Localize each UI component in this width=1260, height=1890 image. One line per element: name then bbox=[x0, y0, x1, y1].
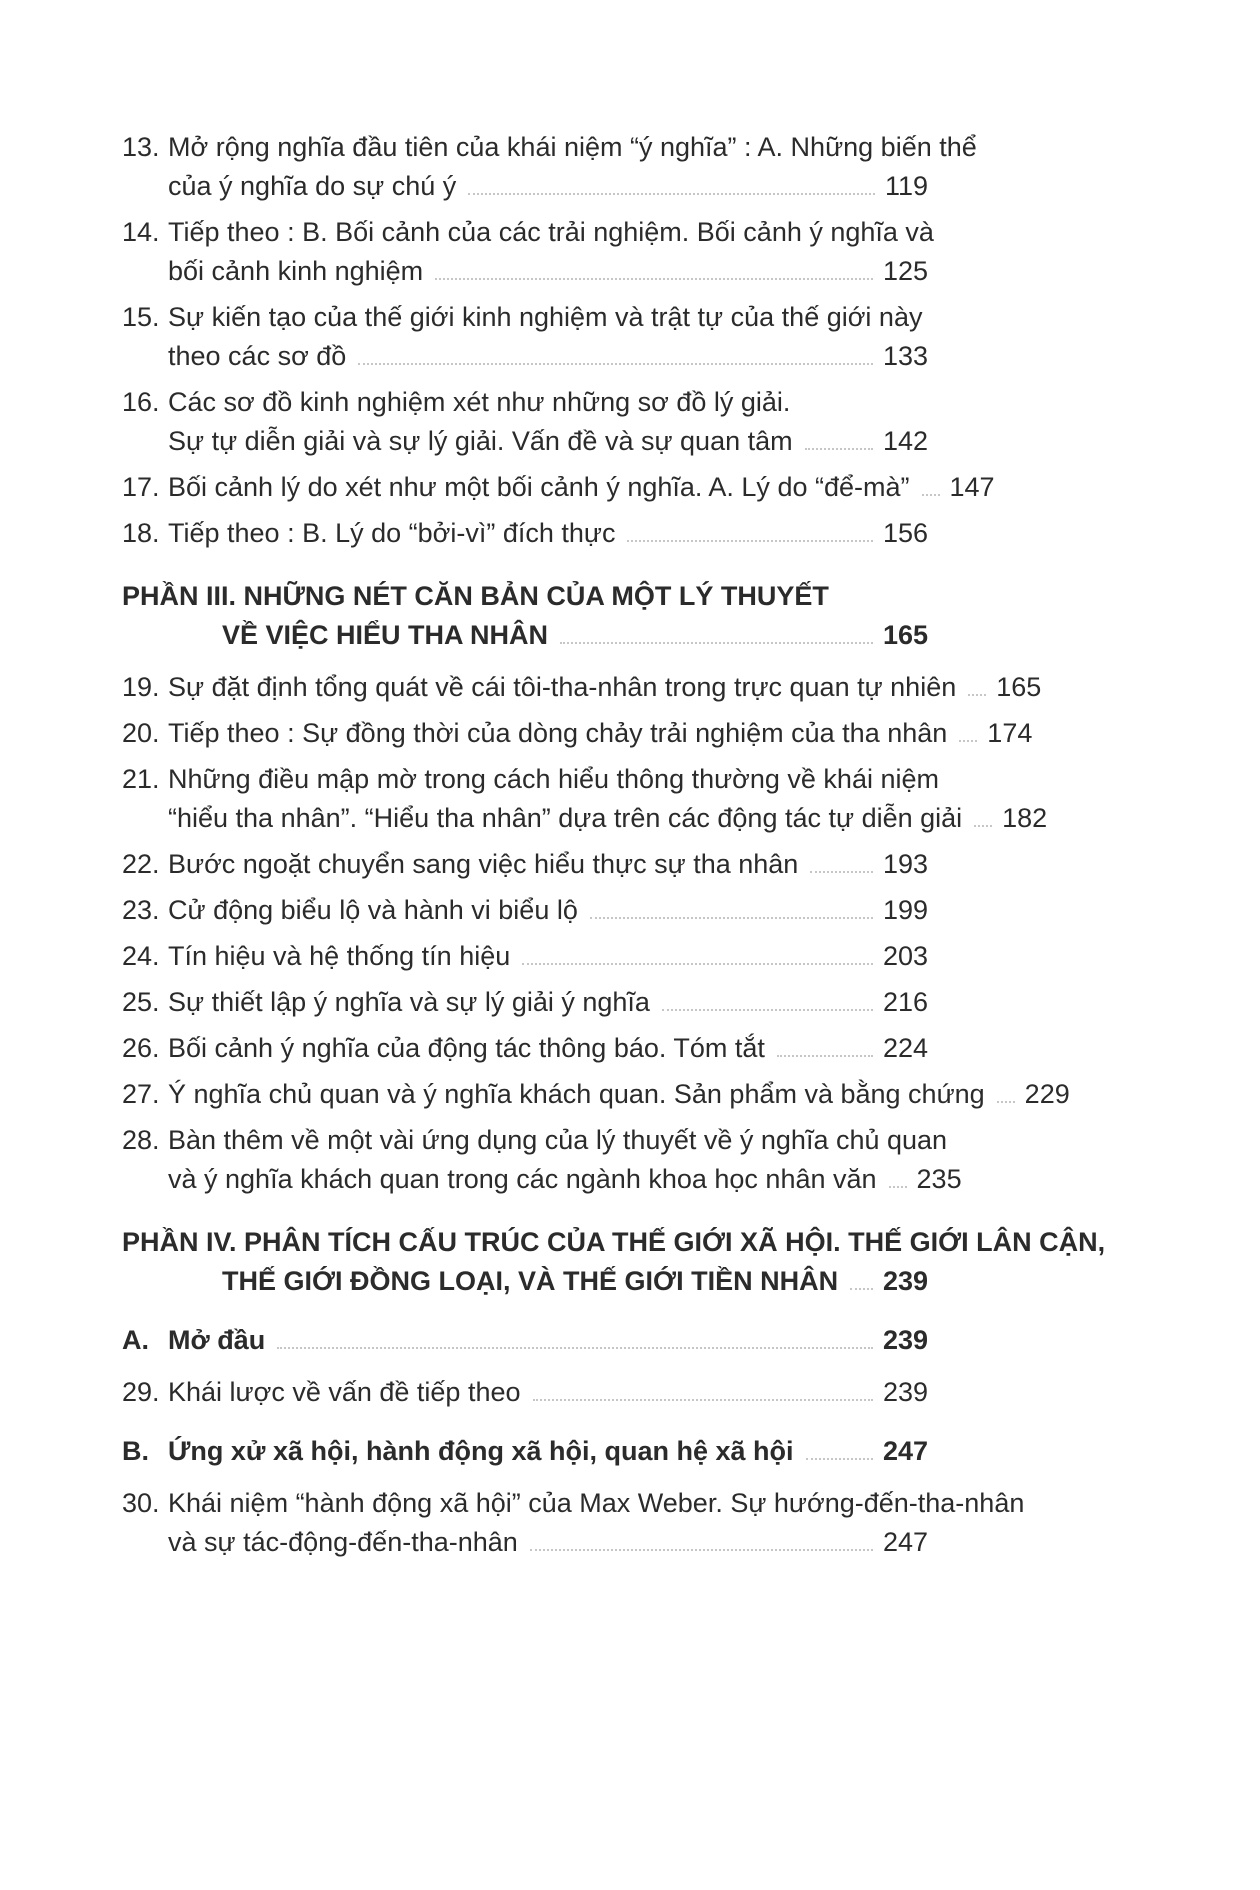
entry-lines bbox=[168, 1373, 928, 1412]
entry-lines bbox=[168, 128, 977, 206]
page-number: 119 bbox=[884, 171, 928, 201]
entry-lines bbox=[168, 383, 928, 461]
entry-number: 25. bbox=[122, 987, 160, 1017]
entry-text: Cử động biểu lộ và hành vi biểu lộ bbox=[168, 895, 578, 925]
entry-line bbox=[168, 298, 928, 337]
page-number: 165 bbox=[882, 620, 928, 650]
page-number: 142 bbox=[882, 426, 928, 456]
entry-lines bbox=[168, 1484, 1025, 1562]
dot-leader bbox=[468, 172, 875, 195]
entry-line bbox=[168, 799, 1048, 838]
entry-lines bbox=[168, 514, 928, 553]
page-number: 174 bbox=[987, 718, 1033, 748]
entry-line bbox=[168, 167, 928, 206]
toc-entry bbox=[122, 983, 928, 1022]
entry-line bbox=[168, 337, 928, 376]
entry-text: Ý nghĩa chủ quan và ý nghĩa khách quan. Sản phẩm và bằng chứng bbox=[168, 1079, 985, 1109]
dot-leader bbox=[358, 342, 873, 365]
entry-line bbox=[168, 1160, 962, 1199]
entry-line bbox=[168, 213, 934, 252]
entry-lines bbox=[168, 937, 928, 976]
entry-line bbox=[168, 128, 977, 167]
toc-entry bbox=[122, 1432, 928, 1471]
entry-text: Khái niệm “hành động xã hội” của Max Weber. Sự hướng-đến-tha-nhân bbox=[168, 1488, 1025, 1518]
entry-number: 19. bbox=[122, 672, 160, 702]
dot-leader bbox=[533, 1378, 873, 1401]
entry-line bbox=[168, 422, 928, 461]
dot-leader bbox=[590, 896, 873, 919]
entry-number: 27. bbox=[122, 1079, 160, 1109]
toc-entry bbox=[122, 1373, 928, 1412]
dot-leader bbox=[805, 427, 873, 450]
entry-number: 23. bbox=[122, 895, 160, 925]
entry-line bbox=[168, 845, 928, 884]
toc-entry bbox=[122, 891, 928, 930]
dot-leader bbox=[997, 1080, 1015, 1103]
dot-leader bbox=[959, 719, 977, 742]
toc-entry bbox=[122, 845, 928, 884]
entry-line bbox=[168, 1075, 1070, 1114]
entry-text: Ứng xử xã hội, hành động xã hội, quan hệ xã hội bbox=[168, 1436, 794, 1466]
toc-entry bbox=[122, 668, 1042, 707]
entry-text: bối cảnh kinh nghiệm bbox=[168, 256, 424, 286]
entry-line bbox=[168, 1432, 928, 1471]
toc-entry bbox=[122, 937, 928, 976]
entry-text: Sự tự diễn giải và sự lý giải. Vấn đề và sự quan tâm bbox=[168, 426, 793, 456]
entry-line bbox=[168, 514, 928, 553]
entry-text: Mở đầu bbox=[168, 1325, 266, 1355]
entry-lines bbox=[168, 714, 1033, 753]
dot-leader bbox=[968, 673, 986, 696]
entry-text: Sự đặt định tổng quát về cái tôi-tha-nhân trong trực quan tự nhiên bbox=[168, 672, 957, 702]
entry-line bbox=[168, 1523, 928, 1562]
entry-line bbox=[122, 616, 928, 655]
entry-number: 21. bbox=[122, 764, 160, 794]
entry-number: 14. bbox=[122, 217, 160, 247]
entry-text: VỀ VIỆC HIỂU THA NHÂN bbox=[222, 620, 549, 650]
entry-number: 28. bbox=[122, 1125, 160, 1155]
entry-number: 24. bbox=[122, 941, 160, 971]
entry-line bbox=[168, 891, 928, 930]
dot-leader bbox=[530, 1528, 873, 1551]
entry-text: theo các sơ đồ bbox=[168, 341, 347, 371]
toc-entry bbox=[122, 383, 928, 461]
entry-line bbox=[168, 937, 928, 976]
page-number: 182 bbox=[1002, 803, 1048, 833]
entry-lines bbox=[168, 1432, 928, 1471]
page-number: 193 bbox=[882, 849, 928, 879]
table-of-contents bbox=[122, 128, 1106, 1562]
entry-text: Tiếp theo : B. Bối cảnh của các trải nghiệm. Bối cảnh ý nghĩa và bbox=[168, 217, 934, 247]
toc-entry bbox=[122, 577, 928, 655]
entry-lines bbox=[168, 668, 1042, 707]
page-number: 147 bbox=[949, 472, 995, 502]
entry-lines bbox=[168, 468, 995, 507]
toc-entry bbox=[122, 468, 995, 507]
toc-entry bbox=[122, 298, 928, 376]
page-number: 125 bbox=[882, 256, 928, 286]
entry-line bbox=[122, 1223, 1106, 1262]
entry-text: Mở rộng nghĩa đầu tiên của khái niệm “ý nghĩa” : A. Những biến thể bbox=[168, 132, 977, 162]
dot-leader bbox=[627, 519, 872, 542]
entry-text: Tín hiệu và hệ thống tín hiệu bbox=[168, 941, 511, 971]
entry-text: và ý nghĩa khách quan trong các ngành khoa học nhân văn bbox=[168, 1164, 877, 1194]
page-number: 247 bbox=[882, 1436, 928, 1466]
entry-lines bbox=[168, 1075, 1070, 1114]
entry-number: B. bbox=[122, 1436, 149, 1466]
entry-line bbox=[122, 1262, 928, 1301]
entry-line bbox=[168, 1029, 928, 1068]
entry-lines bbox=[168, 983, 928, 1022]
page-number: 229 bbox=[1024, 1079, 1070, 1109]
dot-leader bbox=[277, 1326, 873, 1349]
entry-line bbox=[168, 1121, 948, 1160]
entry-number: 18. bbox=[122, 518, 160, 548]
entry-lines bbox=[168, 1029, 928, 1068]
entry-lines bbox=[168, 213, 934, 291]
entry-number: 17. bbox=[122, 472, 160, 502]
entry-text: Bối cảnh lý do xét như một bối cảnh ý nghĩa. A. Lý do “để-mà” bbox=[168, 472, 910, 502]
entry-lines bbox=[168, 845, 928, 884]
entry-text: Sự thiết lập ý nghĩa và sự lý giải ý nghĩa bbox=[168, 987, 650, 1017]
entry-line bbox=[168, 383, 928, 422]
page-number: 235 bbox=[916, 1164, 962, 1194]
page-number: 216 bbox=[882, 987, 928, 1017]
entry-line bbox=[168, 714, 1033, 753]
dot-leader bbox=[922, 473, 940, 496]
entry-text: Sự kiến tạo của thế giới kinh nghiệm và trật tự của thế giới này bbox=[168, 302, 923, 332]
dot-leader bbox=[777, 1034, 873, 1057]
dot-leader bbox=[889, 1165, 907, 1188]
toc-entry bbox=[122, 1029, 928, 1068]
entry-text: PHẦN IV. PHÂN TÍCH CẤU TRÚC CỦA THẾ GIỚI XÃ HỘI. THẾ GIỚI LÂN CẬN, bbox=[122, 1227, 1106, 1257]
entry-number: 30. bbox=[122, 1488, 160, 1518]
entry-line bbox=[168, 1484, 1025, 1523]
toc-entry bbox=[122, 213, 934, 291]
dot-leader bbox=[810, 850, 873, 873]
entry-text: Tiếp theo : B. Lý do “bởi-vì” đích thực bbox=[168, 518, 616, 548]
entry-number: 16. bbox=[122, 387, 160, 417]
entry-number: 13. bbox=[122, 132, 160, 162]
entry-number: 22. bbox=[122, 849, 160, 879]
entry-text: Tiếp theo : Sự đồng thời của dòng chảy trải nghiệm của tha nhân bbox=[168, 718, 948, 748]
entry-text: Bàn thêm về một vài ứng dụng của lý thuyết về ý nghĩa chủ quan bbox=[168, 1125, 948, 1155]
dot-leader bbox=[974, 804, 992, 827]
entry-text: PHẦN III. NHỮNG NÉT CĂN BẢN CỦA MỘT LÝ THUYẾT bbox=[122, 581, 829, 611]
page-number: 224 bbox=[882, 1033, 928, 1063]
entry-line bbox=[168, 468, 995, 507]
dot-leader bbox=[850, 1267, 873, 1290]
toc-entry bbox=[122, 1075, 1070, 1114]
entry-number: 26. bbox=[122, 1033, 160, 1063]
entry-lines bbox=[122, 577, 928, 655]
dot-leader bbox=[806, 1437, 873, 1460]
toc-entry bbox=[122, 760, 1048, 838]
toc-entry bbox=[122, 1223, 1106, 1301]
page-number: 133 bbox=[882, 341, 928, 371]
entry-number: 15. bbox=[122, 302, 160, 332]
entry-text: “hiểu tha nhân”. “Hiểu tha nhân” dựa trên các động tác tự diễn giải bbox=[168, 803, 963, 833]
dot-leader bbox=[560, 621, 873, 644]
toc-entry bbox=[122, 1121, 962, 1199]
page-number: 156 bbox=[882, 518, 928, 548]
entry-text: của ý nghĩa do sự chú ý bbox=[168, 171, 457, 201]
page-number: 239 bbox=[882, 1377, 928, 1407]
entry-number: A. bbox=[122, 1325, 149, 1355]
entry-text: THẾ GIỚI ĐỒNG LOẠI, VÀ THẾ GIỚI TIỀN NHÂN bbox=[222, 1266, 839, 1296]
entry-text: và sự tác-động-đến-tha-nhân bbox=[168, 1527, 518, 1557]
entry-lines bbox=[168, 298, 928, 376]
entry-lines bbox=[168, 760, 1048, 838]
toc-entry bbox=[122, 714, 1033, 753]
toc-entry bbox=[122, 128, 977, 206]
entry-lines bbox=[168, 1121, 962, 1199]
page-number: 239 bbox=[882, 1266, 928, 1296]
entry-line bbox=[168, 983, 928, 1022]
entry-text: Bước ngoặt chuyển sang việc hiểu thực sự tha nhân bbox=[168, 849, 799, 879]
page-number: 247 bbox=[882, 1527, 928, 1557]
dot-leader bbox=[435, 257, 873, 280]
entry-lines bbox=[122, 1223, 1106, 1301]
entry-text: Các sơ đồ kinh nghiệm xét như những sơ đồ lý giải. bbox=[168, 387, 791, 417]
entry-line bbox=[122, 577, 928, 616]
entry-line bbox=[168, 252, 928, 291]
page-number: 203 bbox=[882, 941, 928, 971]
page-number: 199 bbox=[882, 895, 928, 925]
toc-entry bbox=[122, 1321, 928, 1360]
entry-line bbox=[168, 668, 1042, 707]
entry-line bbox=[168, 1373, 928, 1412]
entry-line bbox=[168, 760, 939, 799]
entry-text: Bối cảnh ý nghĩa của động tác thông báo. Tóm tắt bbox=[168, 1033, 765, 1063]
toc-entry bbox=[122, 514, 928, 553]
entry-number: 29. bbox=[122, 1377, 160, 1407]
page-number: 239 bbox=[882, 1325, 928, 1355]
dot-leader bbox=[522, 942, 873, 965]
page-number: 165 bbox=[996, 672, 1042, 702]
entry-line bbox=[168, 1321, 928, 1360]
dot-leader bbox=[662, 988, 873, 1011]
entry-number: 20. bbox=[122, 718, 160, 748]
entry-lines bbox=[168, 1321, 928, 1360]
toc-entry bbox=[122, 1484, 1025, 1562]
entry-text: Khái lược về vấn đề tiếp theo bbox=[168, 1377, 521, 1407]
entry-lines bbox=[168, 891, 928, 930]
entry-text: Những điều mập mờ trong cách hiểu thông thường về khái niệm bbox=[168, 764, 939, 794]
